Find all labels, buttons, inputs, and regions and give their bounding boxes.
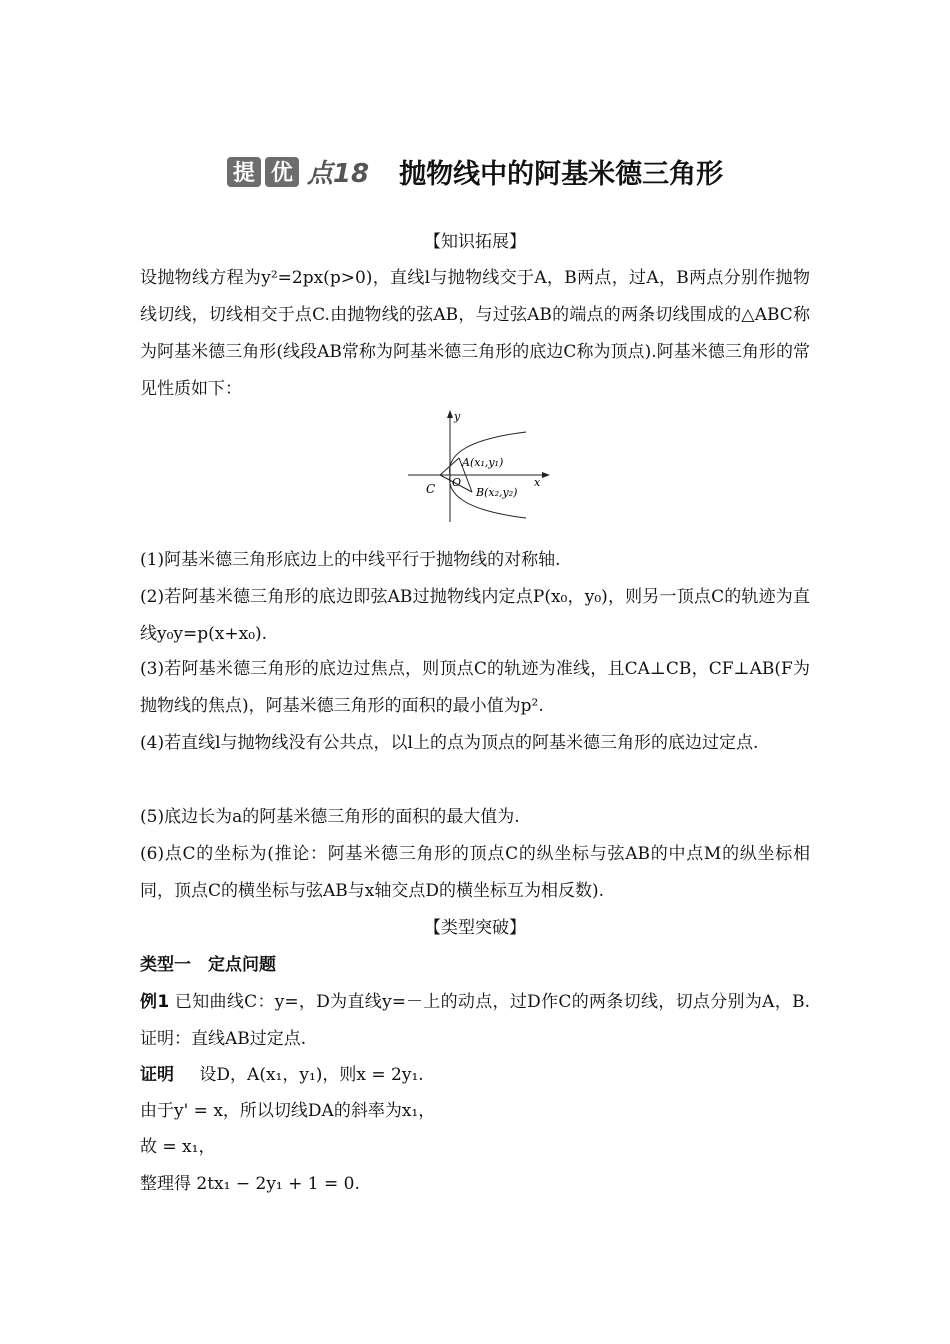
type-heading: 类型一 定点问题 bbox=[140, 955, 276, 975]
badge-char-1: 提 bbox=[227, 157, 261, 187]
property-1: (1)阿基米德三角形底边上的中线平行于抛物线的对称轴. bbox=[140, 550, 561, 570]
property-3: (3)若阿基米德三角形的底边过焦点，则顶点C的轨迹为准线，且CA⊥CB，CF⊥AB(F为抛物线的焦点)，阿基米德三角形的面积的最小值为p². bbox=[140, 659, 810, 716]
point-a-label: A(x₁,y₁) bbox=[462, 456, 504, 469]
badge-char-2: 优 bbox=[265, 157, 299, 187]
example-label: 例1 bbox=[140, 992, 170, 1012]
y-axis-label: y bbox=[454, 410, 461, 423]
y-axis-arrow bbox=[447, 410, 453, 418]
property-4: (4)若直线l与抛物线没有公共点，以l上的点为顶点的阿基米德三角形的底边过定点. bbox=[140, 733, 759, 753]
proof-label: 证明 bbox=[140, 1065, 174, 1085]
point-c-label: C bbox=[426, 482, 436, 496]
x-axis-arrow bbox=[542, 472, 550, 478]
proof-line-1 bbox=[140, 1063, 424, 1087]
parabola-figure bbox=[404, 408, 552, 524]
origin-label: O bbox=[452, 476, 462, 489]
section-heading-types: 【类型突破】 bbox=[424, 918, 526, 938]
property-2: (2)若阿基米德三角形的底边即弦AB过抛物线内定点P(x₀，y₀)，则另一顶点C的轨迹为直线y₀y=p(x+x₀). bbox=[140, 587, 810, 644]
section-heading-knowledge: 【知识拓展】 bbox=[424, 232, 526, 252]
property-5: (5)底边长为a的阿基米德三角形的面积的最大值为. bbox=[140, 807, 520, 827]
x-axis-label: x bbox=[534, 476, 541, 489]
badge-number: 点18 bbox=[306, 159, 370, 189]
intro-paragraph: 设抛物线方程为y²=2px(p>0)，直线l与抛物线交于A，B两点，过A，B两点分别作抛物线切线，切线相交于点C.由抛物线的弦AB，与过弦AB的端点的两条切线围成的△ABC称为阿基米德三角形(线段AB常称为阿基米德三角形的底边C称为顶点).阿基米德三角形的常见性质如下： bbox=[140, 268, 810, 399]
example-text: 已知曲线C：y=，D为直线y=－上的动点，过D作C的两条切线，切点分别为A，B.证明：直线AB过定点. bbox=[140, 992, 810, 1049]
proof-line-2: 由于y' = x，所以切线DA的斜率为x₁， bbox=[140, 1101, 436, 1121]
proof-line-3: 故 = x₁， bbox=[140, 1137, 216, 1157]
proof-text-1: 设D，A(x₁，y₁)，则x = 2y₁. bbox=[199, 1065, 424, 1085]
proof-line-4: 整理得 2tx₁ − 2y₁ + 1 = 0. bbox=[140, 1174, 360, 1194]
point-b-label: B(x₂,y₂) bbox=[476, 486, 518, 499]
page-title: 抛物线中的阿基米德三角形 bbox=[399, 159, 724, 190]
property-6: (6)点C的坐标为(推论：阿基米德三角形的顶点C的纵坐标与弦AB的中点M的纵坐标相同，顶点C的横坐标与弦AB与x轴交点D的横坐标互为相反数). bbox=[140, 844, 810, 901]
example-1 bbox=[140, 984, 810, 1058]
title-row bbox=[0, 152, 950, 191]
section-badge bbox=[227, 153, 369, 190]
